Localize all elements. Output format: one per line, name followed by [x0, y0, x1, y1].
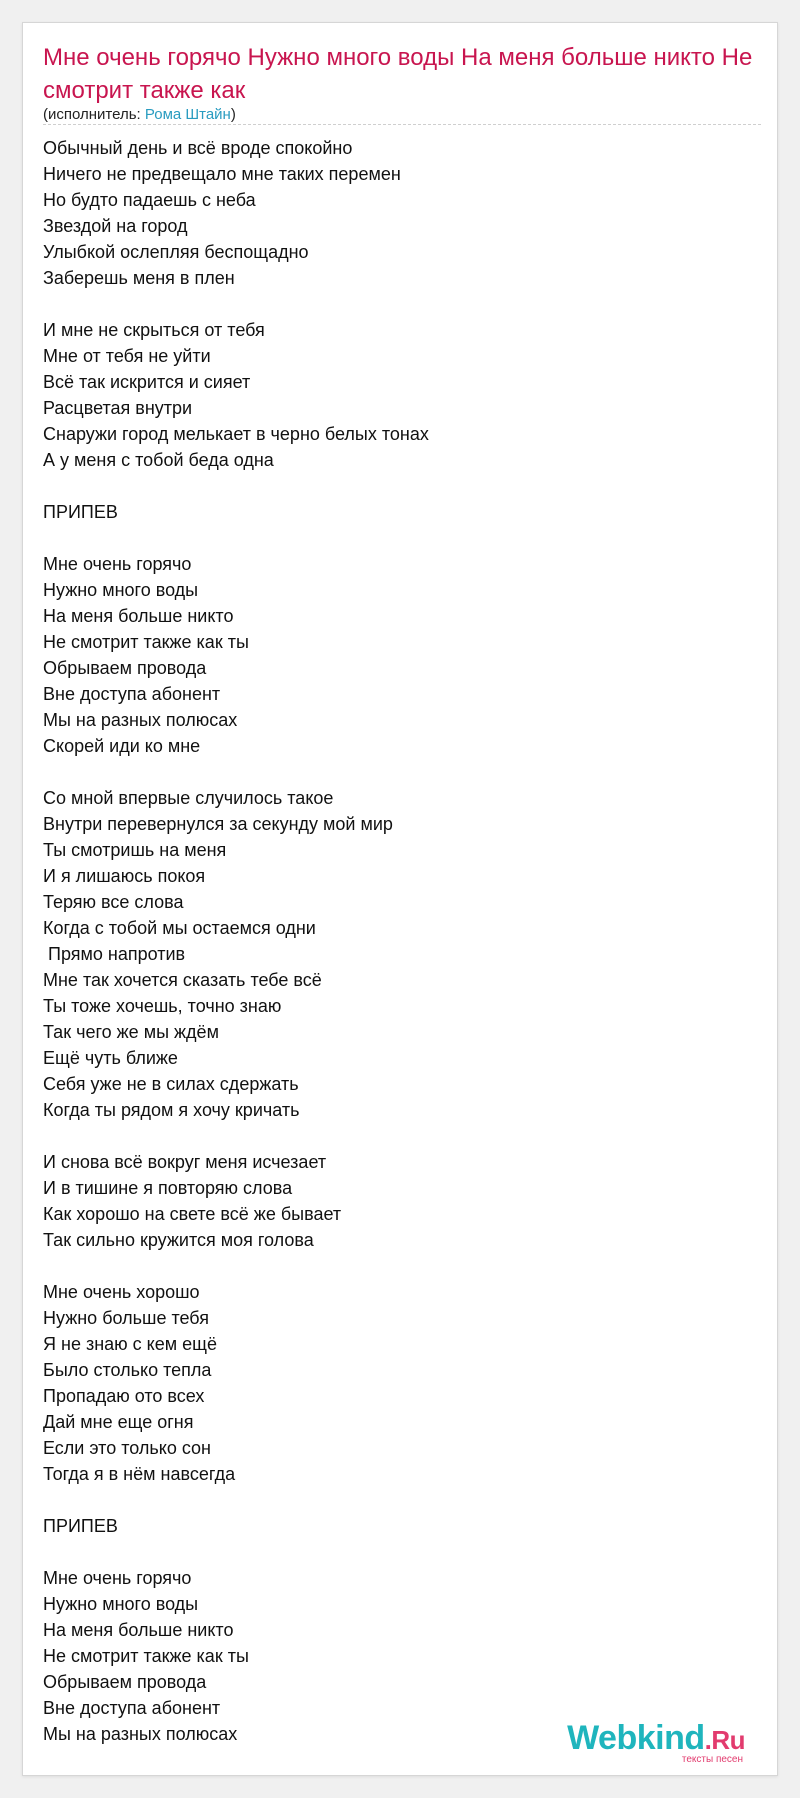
lyric-line: И мне не скрыться от тебя [43, 320, 265, 340]
lyric-line: Мы на разных полюсах [43, 1724, 238, 1744]
lyric-line: Мне от тебя не уйти [43, 346, 211, 366]
performer-line [43, 106, 236, 124]
lyric-line: Нужно много воды [43, 580, 199, 600]
lyric-line: Пропадаю ото всех [43, 1386, 205, 1406]
lyric-line: Мне очень горячо [43, 554, 192, 574]
lyric-line: ПРИПЕВ [43, 1516, 118, 1536]
logo-tld: .Ru [704, 1725, 745, 1755]
lyric-line: И снова всё вокруг меня исчезает [43, 1152, 327, 1172]
lyric-line: Звездой на город [43, 216, 188, 236]
lyric-line [43, 759, 763, 785]
artist-link[interactable]: Рома Штайн [144, 106, 231, 123]
lyric-line [43, 1539, 763, 1565]
lyric-line: Нужно много воды [43, 1594, 199, 1614]
lyrics-text [43, 135, 763, 1747]
lyric-line: Вне доступа абонент [43, 684, 221, 704]
lyric-line: И в тишине я повторяю слова [43, 1178, 293, 1198]
lyric-line [43, 1487, 763, 1513]
lyric-line: Дай мне еще огня [43, 1412, 194, 1432]
lyric-line: Себя уже не в силах сдержать [43, 1074, 299, 1094]
lyric-line: Когда ты рядом я хочу кричать [43, 1100, 300, 1120]
lyrics-card [22, 22, 778, 1776]
lyric-line: Прямо напротив [43, 944, 186, 964]
lyric-line: Но будто падаешь с неба [43, 190, 256, 210]
lyric-line: Со мной впервые случилось такое [43, 788, 334, 808]
logo-wordmark [567, 1721, 745, 1757]
lyric-line: На меня больше никто [43, 606, 234, 626]
lyric-line: Снаружи город мелькает в черно белых тонах [43, 424, 429, 444]
lyric-line: Обычный день и всё вроде спокойно [43, 138, 353, 158]
lyric-line: Заберешь меня в плен [43, 268, 235, 288]
lyric-line: Мне очень горячо [43, 1568, 192, 1588]
lyric-line: Мне так хочется сказать тебе всё [43, 970, 322, 990]
lyric-line: Улыбкой ослепляя беспощадно [43, 242, 309, 262]
lyric-line: На меня больше никто [43, 1620, 234, 1640]
lyric-line: Обрываем провода [43, 1672, 207, 1692]
lyric-line: Внутри перевернулся за секунду мой мир [43, 814, 393, 834]
lyric-line: Так чего же мы ждём [43, 1022, 219, 1042]
lyric-line: ПРИПЕВ [43, 502, 118, 522]
performer-prefix: (исполнитель: [43, 106, 145, 123]
song-title: Мне очень горячо Нужно много воды На меня больше никто Не смотрит также как [43, 44, 753, 104]
lyric-line: И я лишаюсь покоя [43, 866, 206, 886]
lyric-line [43, 1253, 763, 1279]
lyric-line: Расцветая внутри [43, 398, 193, 418]
title-divider [43, 124, 761, 125]
lyric-line: Теряю все слова [43, 892, 184, 912]
lyric-line: Если это только сон [43, 1438, 211, 1458]
lyric-line: Когда с тобой мы остаемся одни [43, 918, 316, 938]
lyric-line [43, 291, 763, 317]
lyric-line [43, 473, 763, 499]
lyric-line: Ещё чуть ближе [43, 1048, 178, 1068]
lyric-line: Тогда я в нём навсегда [43, 1464, 236, 1484]
lyric-line: Ничего не предвещало мне таких перемен [43, 164, 401, 184]
lyric-line: Я не знаю с кем ещё [43, 1334, 217, 1354]
lyric-line: Мне очень хорошо [43, 1282, 200, 1302]
webkind-logo[interactable] [567, 1721, 745, 1765]
logo-name: Webkind [567, 1719, 705, 1757]
lyric-line: Всё так искрится и сияет [43, 372, 251, 392]
lyric-line: Было столько тепла [43, 1360, 212, 1380]
lyric-line: А у меня с тобой беда одна [43, 450, 274, 470]
lyric-line: Так сильно кружится моя голова [43, 1230, 314, 1250]
lyric-line [43, 1123, 763, 1149]
lyric-line: Мы на разных полюсах [43, 710, 238, 730]
lyric-line: Ты смотришь на меня [43, 840, 227, 860]
lyric-line: Как хорошо на свете всё же бывает [43, 1204, 342, 1224]
lyric-line: Не смотрит также как ты [43, 632, 249, 652]
lyric-line: Ты тоже хочешь, точно знаю [43, 996, 282, 1016]
logo-tagline: тексты песен [681, 1754, 743, 1765]
lyric-line: Вне доступа абонент [43, 1698, 221, 1718]
lyric-line: Не смотрит также как ты [43, 1646, 249, 1666]
performer-suffix: ) [230, 106, 236, 123]
lyric-line: Обрываем провода [43, 658, 207, 678]
lyric-line: Скорей иди ко мне [43, 736, 201, 756]
lyric-line: Нужно больше тебя [43, 1308, 209, 1328]
lyric-line [43, 525, 763, 551]
